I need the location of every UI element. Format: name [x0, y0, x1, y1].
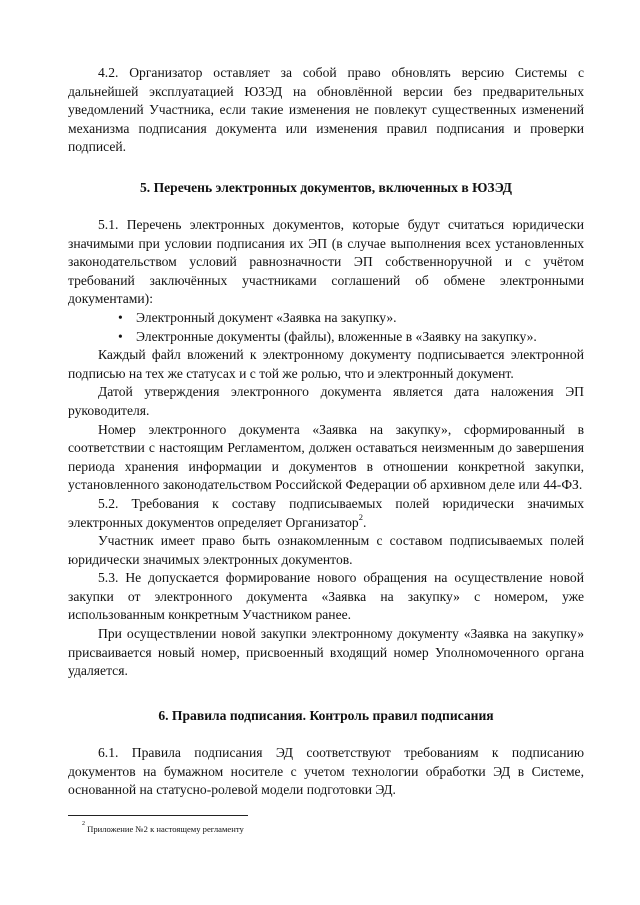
list-item: [68, 309, 584, 328]
bullet-icon: •: [118, 328, 123, 344]
paragraph-approval-date: Датой утверждения электронного документа является дата наложения ЭП руководителя.: [68, 384, 584, 418]
paragraph-4-2: 4.2. Организатор оставляет за собой право обновлять версию Системы с дальнейшей эксплуатацией ЮЗЭД на обновлённой версии без предварительных уведомлений Участника, если такие изменения не повлекут существенных изменений механизма подписания документа или изменения правил подписания и проверки подписей.: [68, 65, 584, 155]
paragraph-document-number: Номер электронного документа «Заявка на закупку», сформированный в соответствии с настоящим Регламентом, должен оставаться неизменным до завершения периода хранения информации и документов в отношении конкретной закупки, установленного законодательством Российской Федерации об архивном деле или 44-ФЗ.: [68, 421, 584, 493]
document-list: [68, 309, 584, 346]
bullet-icon: •: [118, 309, 123, 325]
list-item: [68, 328, 584, 347]
list-item-text: Электронные документы (файлы), вложенные в «Заявку на закупку».: [136, 328, 537, 344]
section-5-body: [68, 216, 584, 681]
paragraph-5-2-end: .: [362, 514, 367, 530]
footnote-mark: 2: [82, 821, 85, 827]
paragraph-5-2: [68, 495, 584, 532]
footnote-text: Приложение №2 к настоящему регламенту: [85, 824, 244, 834]
footnote-reference: 2: [358, 511, 363, 522]
footnote-separator: [68, 815, 248, 816]
paragraph-5-3: 5.3. Не допускается формирование нового обращения на осуществление новой закупки от электронного документа «Заявка на закупку» с номером, уже использованным конкретным Участником ранее.: [68, 570, 584, 623]
paragraph-5-1: 5.1. Перечень электронных документов, которые будут считаться юридически значимыми при условии подписания их ЭП (в случае выполнения всех установленных законодательством условий равнозначности ЭП собственноручной и с учётом требований заключённых участниками соглашений об обмене электронными документами):: [68, 217, 584, 307]
paragraph-new-procurement: При осуществлении новой закупки электронному документу «Заявка на закупку» присваивается новый номер, присвоенный входящий номер Уполномоченного органа удаляется.: [68, 626, 584, 679]
paragraph-5-2-text: 5.2. Требования к составу подписываемых полей юридически значимых электронных документов определяет Организатор: [68, 495, 584, 530]
paragraph-participant-rights: Участник имеет право быть ознакомленным с составом подписываемых полей юридически значимых электронных документов.: [68, 533, 584, 567]
section-5-heading: 5. Перечень электронных документов, включенных в ЮЗЭД: [139, 180, 512, 195]
list-item-text: Электронный документ «Заявка на закупку».: [136, 309, 397, 325]
footnote: [82, 821, 244, 835]
section-6-heading: 6. Правила подписания. Контроль правил подписания: [158, 708, 494, 723]
paragraph-attachments: Каждый файл вложений к электронному документу подписывается электронной подписью на тех же статусах и с той же ролью, что и электронный документ.: [68, 347, 584, 381]
paragraph-6-1: 6.1. Правила подписания ЭД соответствуют требованиям к подписанию документов на бумажном носителе с учетом технологии обработки ЭД в Системе, основанной на статусно-ролевой модели подготовки ЭД.: [68, 745, 584, 798]
